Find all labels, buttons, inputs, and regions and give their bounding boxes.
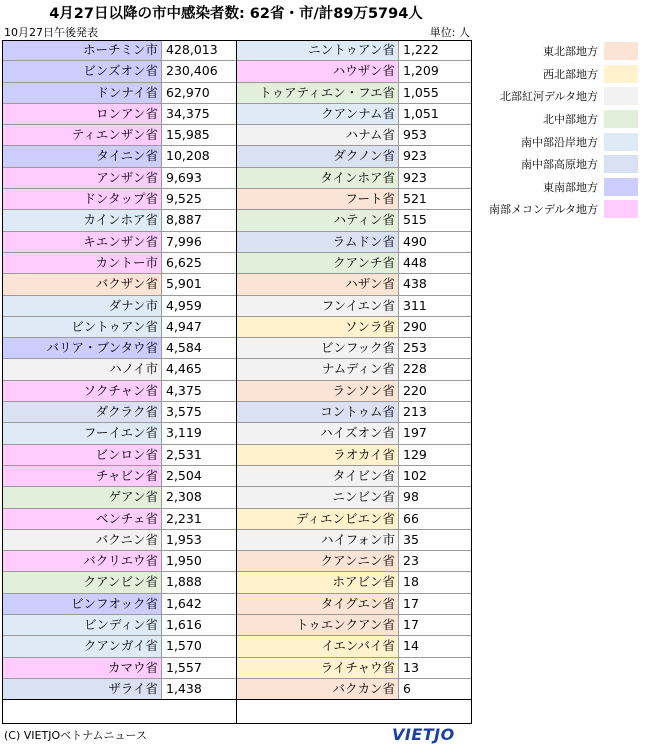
province-name: バリア・ブンタウ省 [2,338,162,358]
table-row [2,530,236,551]
table-row [237,61,472,82]
case-count: 5,901 [162,274,236,294]
table-row [237,445,472,466]
case-count: 213 [399,402,472,422]
legend-item [478,198,646,221]
case-count: 1,950 [162,551,236,571]
table-row [237,125,472,146]
table-row [237,274,472,295]
province-name: ハイフォン市 [237,530,399,550]
announcement-date: 10月27日午後発表 [4,26,98,39]
table-row [2,296,236,317]
vietjo-logo: VIETJO [392,725,455,744]
province-name: ダナン市 [2,296,162,316]
case-count: 62,970 [162,83,236,103]
province-name: トゥエンクアン省 [237,615,399,635]
table-row [2,232,236,253]
province-name: ビンディン省 [2,615,162,635]
province-name: ダクノン省 [237,146,399,166]
legend-swatch [604,42,638,60]
table-row [2,402,236,423]
province-name: タイビン省 [237,466,399,486]
case-count: 490 [399,232,472,252]
case-count: 290 [399,317,472,337]
case-count: 1,570 [162,636,236,656]
province-name: アンザン省 [2,168,162,188]
table-row [2,317,236,338]
legend-swatch [604,178,638,196]
province-name: バクザン省 [2,274,162,294]
case-count: 1,616 [162,615,236,635]
case-count: 1,557 [162,658,236,678]
case-count: 438 [399,274,472,294]
table-row [2,61,236,82]
table-row [237,232,472,253]
table-row [237,509,472,530]
case-count: 9,525 [162,189,236,209]
table-row [237,679,472,700]
table-row [237,83,472,104]
province-name: ザライ省 [2,679,162,699]
province-name: バクリエウ省 [2,551,162,571]
table-row [2,168,236,189]
province-name: ハイズオン省 [237,423,399,443]
table-row [2,487,236,508]
table-row [2,146,236,167]
table-row [237,658,472,679]
table-row [2,253,236,274]
case-count: 1,051 [399,104,472,124]
table-row [2,83,236,104]
table-row [237,338,472,359]
province-name: クアンビン省 [2,572,162,592]
province-name: ドンナイ省 [2,83,162,103]
province-name: フンイエン省 [237,296,399,316]
case-count: 220 [399,381,472,401]
case-count: 230,406 [162,61,236,81]
province-name: ハザン省 [237,274,399,294]
case-count: 66 [399,509,472,529]
case-count: 1,888 [162,572,236,592]
table-row [237,359,472,380]
case-count: 129 [399,445,472,465]
province-name: ビンフオック省 [2,594,162,614]
table-row [2,423,236,444]
table-row [2,679,236,700]
table-row [237,296,472,317]
province-name: ディエンビエン省 [237,509,399,529]
case-count: 2,308 [162,487,236,507]
province-name: ナムディン省 [237,359,399,379]
legend-item [478,85,646,108]
table-row [2,359,236,380]
case-count: 13 [399,658,472,678]
case-count: 521 [399,189,472,209]
table-row [2,338,236,359]
case-count: 515 [399,210,472,230]
case-count: 311 [399,296,472,316]
province-name: ビントゥアン省 [2,317,162,337]
case-count: 35 [399,530,472,550]
case-count: 1,209 [399,61,472,81]
table-row [2,381,236,402]
case-count: 9,693 [162,168,236,188]
legend-swatch [604,87,638,105]
legend-swatch [604,200,638,218]
province-name: ランソン省 [237,381,399,401]
case-count: 4,959 [162,296,236,316]
case-count: 17 [399,615,472,635]
table-row [237,423,472,444]
unit-label: 単位: 人 [429,26,470,39]
table-row [237,104,472,125]
table-row [2,658,236,679]
province-name: ダクラク省 [2,402,162,422]
province-name: ハウザン省 [237,61,399,81]
table-row [237,253,472,274]
province-name: クアンガイ省 [2,636,162,656]
province-name: フート省 [237,189,399,209]
table-row [2,125,236,146]
case-count: 1,642 [162,594,236,614]
table-row [237,530,472,551]
case-count: 3,119 [162,423,236,443]
case-count: 15,985 [162,125,236,145]
province-name: カインホア省 [2,210,162,230]
province-name: ハノイ市 [2,359,162,379]
legend-label: 北中部地方 [543,113,598,127]
province-name: イエンバイ省 [237,636,399,656]
table-row [237,189,472,210]
case-count: 2,531 [162,445,236,465]
case-count: 428,013 [162,40,236,60]
table-row [237,572,472,593]
province-name: ゲアン省 [2,487,162,507]
case-count: 98 [399,487,472,507]
table-row [237,466,472,487]
case-count: 923 [399,168,472,188]
case-count: 1,438 [162,679,236,699]
table-row [2,466,236,487]
case-count: 4,584 [162,338,236,358]
province-name: ライチャウ省 [237,658,399,678]
province-name: ビンフック省 [237,338,399,358]
column-divider [236,40,237,724]
province-name: カントー市 [2,253,162,273]
case-count: 1,953 [162,530,236,550]
table-row [237,551,472,572]
table-row [237,615,472,636]
province-name: ロンアン省 [2,104,162,124]
province-name: ホーチミン市 [2,40,162,60]
province-name: ホアビン省 [237,572,399,592]
case-count: 17 [399,594,472,614]
case-count: 6,625 [162,253,236,273]
table-row [237,594,472,615]
copyright-footer: (C) VIETJOベトナムニュース [4,729,148,742]
province-name: キエンザン省 [2,232,162,252]
case-count: 23 [399,551,472,571]
province-name: ラオカイ省 [237,445,399,465]
table-row [2,445,236,466]
table-row [237,210,472,231]
province-name: ソンラ省 [237,317,399,337]
case-count: 102 [399,466,472,486]
province-name: ベンチェ省 [2,509,162,529]
table-row [237,146,472,167]
province-name: ハティン省 [237,210,399,230]
case-count: 953 [399,125,472,145]
case-count: 1,222 [399,40,472,60]
province-name: チャビン省 [2,466,162,486]
case-count: 4,465 [162,359,236,379]
table-row [237,487,472,508]
table-row [2,572,236,593]
legend-label: 西北部地方 [543,67,598,81]
legend-item [478,176,646,199]
legend-label: 南部メコンデルタ地方 [488,203,598,217]
case-count: 253 [399,338,472,358]
legend-label: 東南部地方 [543,180,598,194]
case-count: 8,887 [162,210,236,230]
province-name: ニントゥアン省 [237,40,399,60]
table-row [2,636,236,657]
province-name: クアンニン省 [237,551,399,571]
legend-item [478,40,646,63]
table-row [2,210,236,231]
table-row [237,40,472,61]
case-count: 228 [399,359,472,379]
legend-label: 南中部高原地方 [521,158,598,172]
legend-swatch [604,133,638,151]
legend-item [478,130,646,153]
province-name: ビンロン省 [2,445,162,465]
case-count: 3,575 [162,402,236,422]
region-legend [478,40,646,221]
table-row [2,40,236,61]
table-row [237,636,472,657]
table-row [2,551,236,572]
legend-item [478,153,646,176]
legend-item [478,108,646,131]
case-count: 2,504 [162,466,236,486]
case-count: 4,947 [162,317,236,337]
table-row [2,615,236,636]
case-count: 923 [399,146,472,166]
province-name: ニンビン省 [237,487,399,507]
case-count: 4,375 [162,381,236,401]
table-row [2,189,236,210]
case-count: 197 [399,423,472,443]
table-row [2,509,236,530]
table-row [237,402,472,423]
legend-item [478,63,646,86]
province-name: フーイエン省 [2,423,162,443]
case-count: 2,231 [162,509,236,529]
legend-label: 南中部沿岸地方 [521,135,598,149]
case-count: 10,208 [162,146,236,166]
province-name: タイニン省 [2,146,162,166]
case-count: 18 [399,572,472,592]
case-count: 7,996 [162,232,236,252]
page-title: 4月27日以降の市中感染者数: 62省・市/計89万5794人 [49,6,423,22]
legend-swatch [604,65,638,83]
right-table-column [237,40,472,700]
province-name: ティエンザン省 [2,125,162,145]
case-count: 14 [399,636,472,656]
case-count: 1,055 [399,83,472,103]
province-name: トゥアティエン・フエ省 [237,83,399,103]
province-name: カマウ省 [2,658,162,678]
province-name: ソクチャン省 [2,381,162,401]
case-count: 448 [399,253,472,273]
table-row [2,104,236,125]
table-row [237,317,472,338]
legend-label: 東北部地方 [543,45,598,59]
province-name: ドンタップ省 [2,189,162,209]
legend-swatch [604,110,638,128]
province-name: クアンナム省 [237,104,399,124]
table-row [2,274,236,295]
legend-label: 北部紅河デルタ地方 [499,90,598,104]
province-name: タイグエン省 [237,594,399,614]
table-row [2,594,236,615]
province-name: バクニン省 [2,530,162,550]
province-name: コントゥム省 [237,402,399,422]
table-row [237,168,472,189]
case-count: 6 [399,679,472,699]
legend-swatch [604,155,638,173]
province-name: ビンズオン省 [2,61,162,81]
province-name: ハナム省 [237,125,399,145]
left-table-column [2,40,236,700]
province-name: バクカン省 [237,679,399,699]
province-name: クアンチ省 [237,253,399,273]
province-name: ラムドン省 [237,232,399,252]
province-name: タインホア省 [237,168,399,188]
case-count: 34,375 [162,104,236,124]
table-row [237,381,472,402]
